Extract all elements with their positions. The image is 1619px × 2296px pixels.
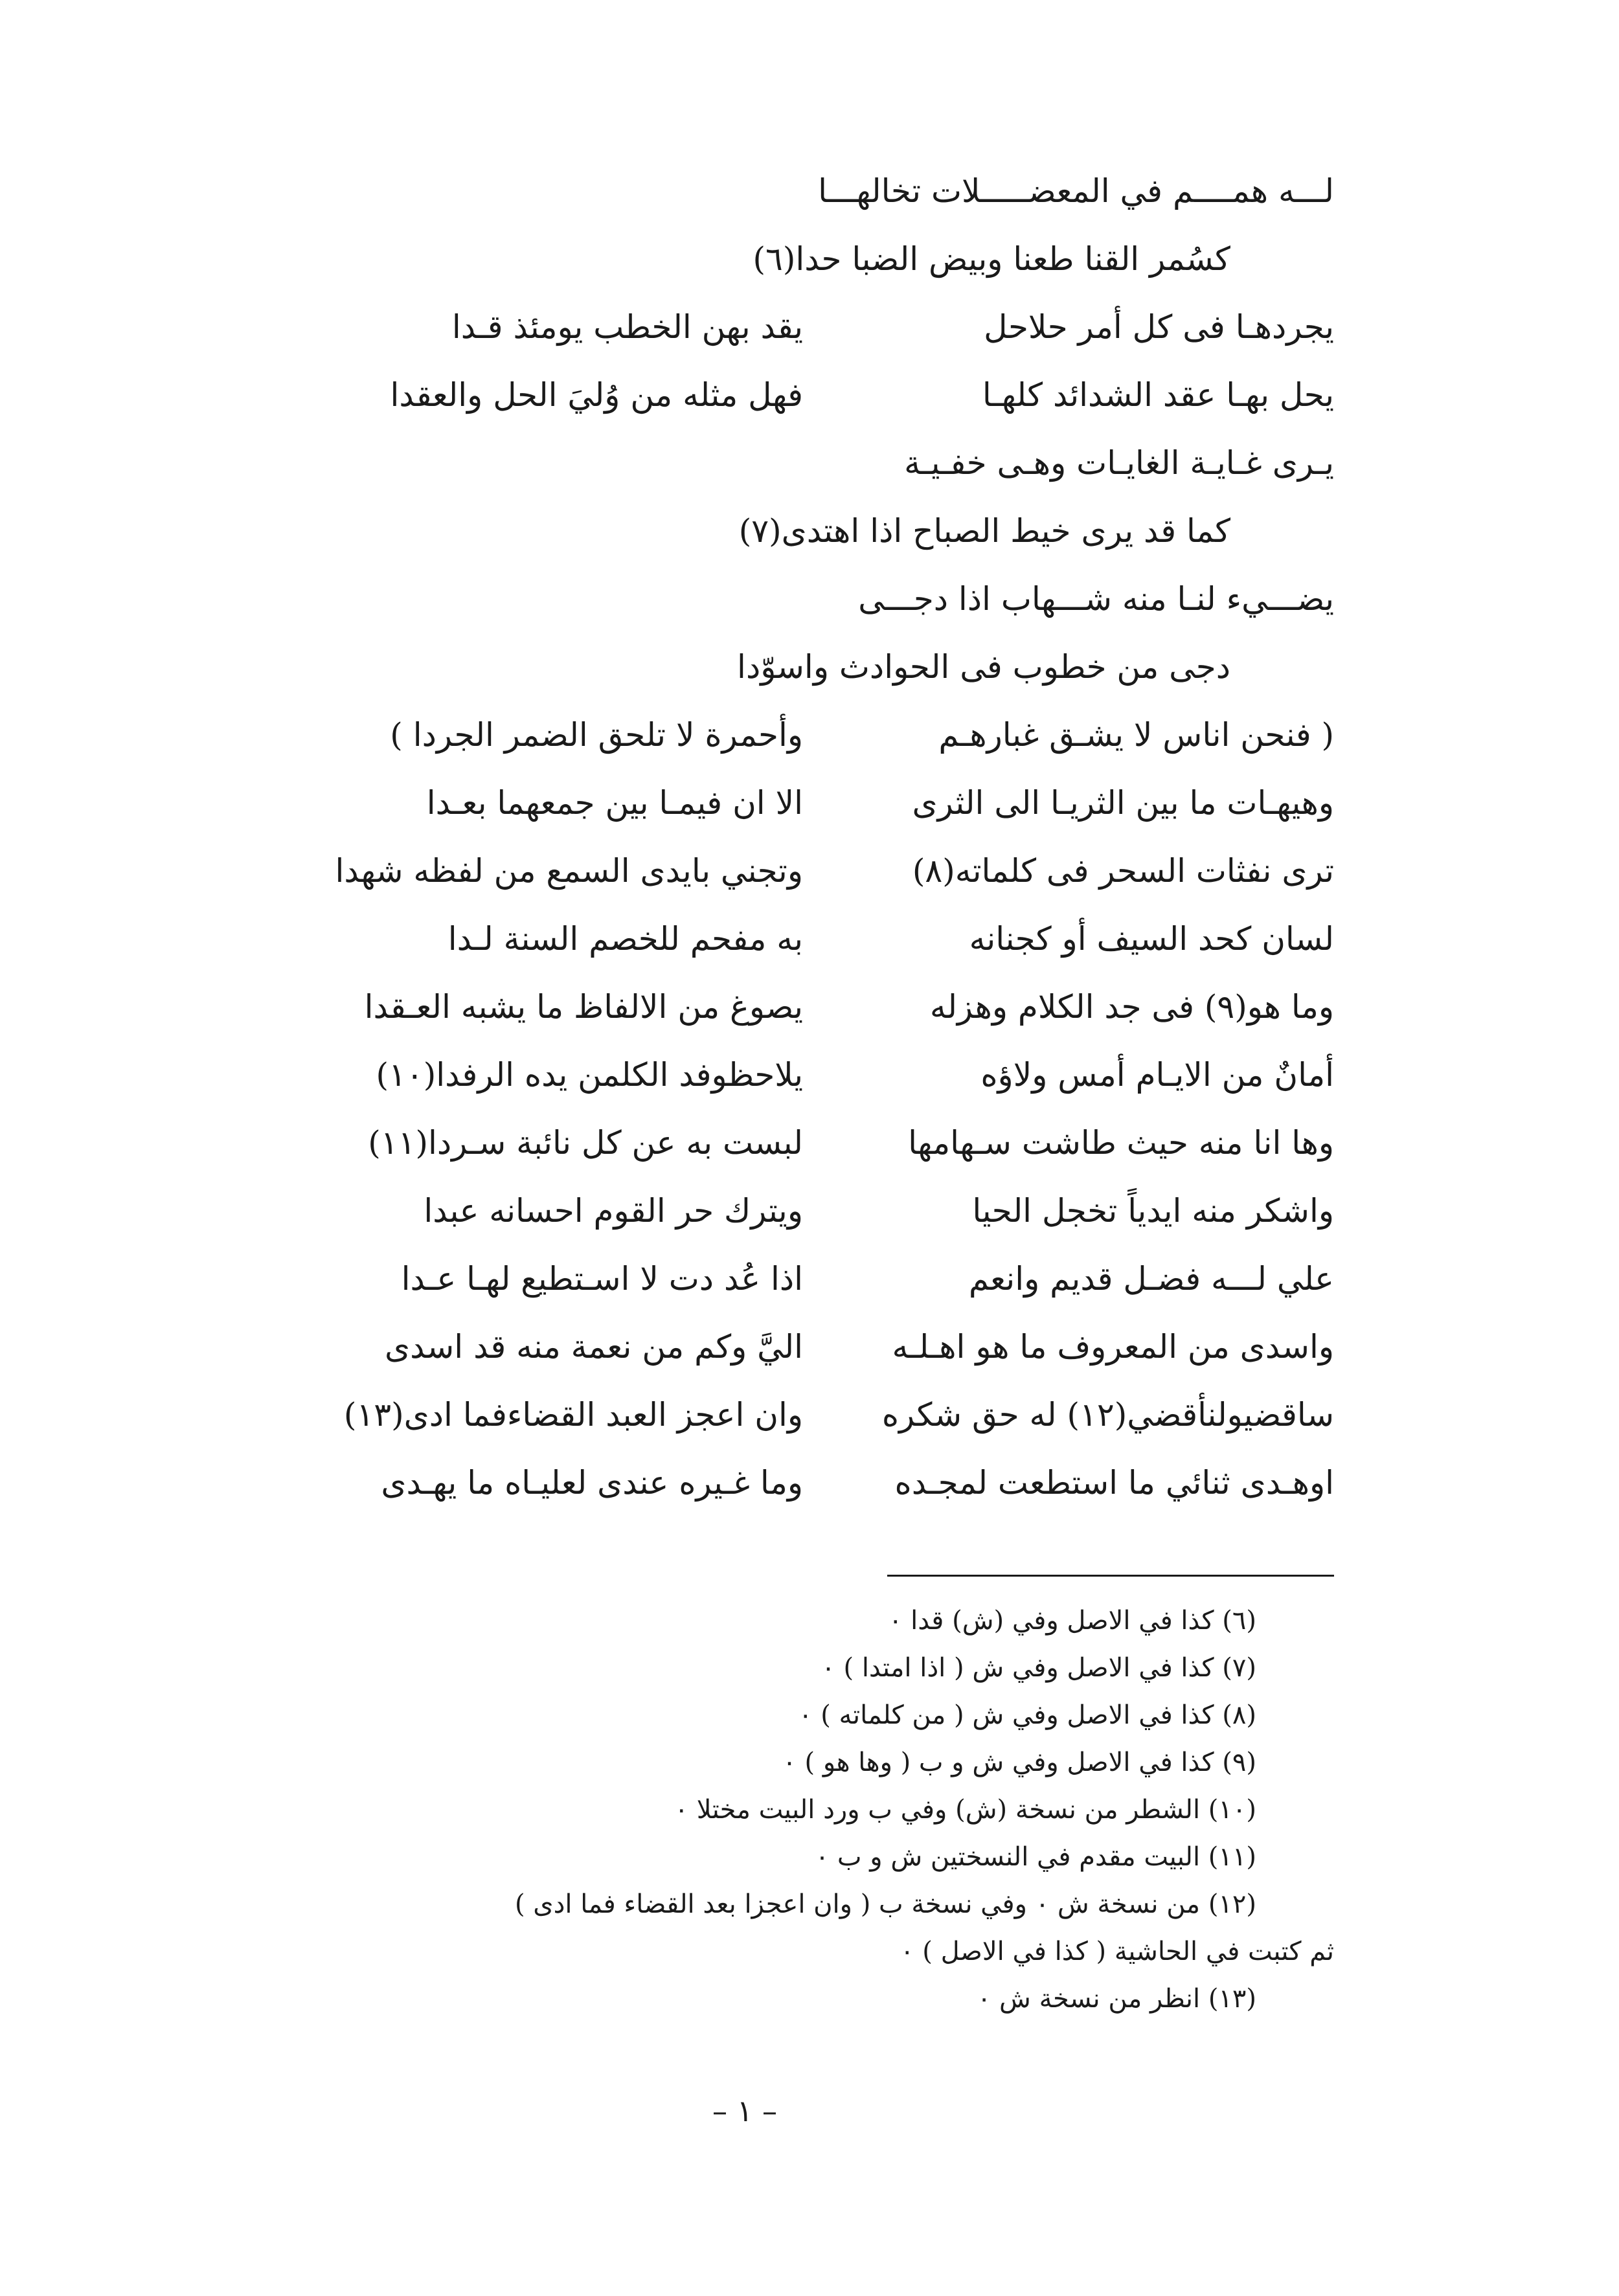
footnote-divider	[887, 1575, 1334, 1577]
footnote-continuation: ثم كتبت في الحاشية ( كذا في الاصل ) ٠	[900, 1937, 1334, 1966]
second-hemistich: به مفحم للخصم السنة لـدا	[447, 920, 803, 958]
footnote: (١٠) الشطر من نسخة (ش) وفي ب ورد البيت مختلا ٠	[674, 1795, 1256, 1825]
verse-line: كما قد يرى خيط الصباح اذا اهتدى(٧)	[738, 512, 1230, 550]
second-hemistich: يصوغ من الالفاظ ما يشبه العـقدا	[364, 988, 803, 1026]
footnote: (٨) كذا في الاصل وفي ش ( من كلماته ) ٠	[798, 1700, 1256, 1730]
first-hemistich: أمانٌ من الايـام أمس ولاؤه	[980, 1056, 1334, 1094]
second-hemistich: يلاحظوفد الكلمن يده الرفدا(١٠)	[376, 1056, 803, 1094]
second-hemistich: لبست به عن كل نائبة سـردا(١١)	[368, 1124, 803, 1162]
first-hemistich: اوهـدى ثنائي ما استطعت لمجـده	[894, 1464, 1334, 1502]
footnote: (٧) كذا في الاصل وفي ش ( اذا امتدا ) ٠	[821, 1653, 1256, 1683]
first-hemistich: وهيهـات ما بين الثريـا الى الثرى	[912, 784, 1334, 822]
verse-line: لـــه همــــم في المعضـــــلات تخالهـــا	[818, 172, 1334, 210]
verse-line: دجى من خطوب فى الحوادث واسوّدا	[737, 648, 1230, 686]
footnote: (٩) كذا في الاصل وفي ش و ب ( وها هو ) ٠	[782, 1748, 1256, 1777]
second-hemistich: وتجني بايدى السمع من لفظه شهدا	[335, 852, 803, 890]
first-hemistich: واسدى من المعروف ما هو اهـلـه	[892, 1328, 1334, 1366]
second-hemistich: ويترك حر القوم احسانه عبدا	[424, 1192, 803, 1230]
second-hemistich: الا ان فيمـا بين جمعهما بعـدا	[426, 784, 803, 822]
verse-line: يضـــيء لنـا منه شـــهاب اذا دجـــى	[858, 580, 1334, 618]
first-hemistich: واشكر منه ايدياً تخجل الحيا	[972, 1192, 1334, 1230]
second-hemistich: وأحمرة لا تلحق الضمر الجردا )	[390, 716, 803, 754]
first-hemistich: يحل بهـا عقد الشدائد كلهـا	[982, 376, 1334, 414]
second-hemistich: وان اعجز العبد القضاءفما ادى(١٣)	[343, 1396, 803, 1434]
first-hemistich: ( فنحن اناس لا يشـق غبارهـم	[938, 716, 1334, 754]
first-hemistich: ساقضيولنأقضي(١٢) له حق شكره	[881, 1396, 1334, 1434]
footnote: (١٢) من نسخة ش ٠ وفي نسخة ب ( وان اعجزا بعد القضاء فما ادى )	[514, 1889, 1256, 1919]
verse-line: كسُمر القنا طعنا وبيض الضبا حدا(٦)	[753, 240, 1230, 278]
footnote: (١٣) انظر من نسخة ش ٠	[977, 1984, 1256, 2014]
verse-line: يـرى غـايـة الغايـات وهـى خفـيـة	[904, 444, 1334, 482]
footnote: (٦) كذا في الاصل وفي (ش) قدا ٠	[888, 1606, 1256, 1636]
second-hemistich: فهل مثله من وُليَ الحل والعقدا	[390, 376, 803, 414]
first-hemistich: علي لـــه فضـل قديم وانعم	[968, 1260, 1334, 1298]
page-number: – ١ –	[712, 2093, 777, 2128]
second-hemistich: وما غـيره عندى لعليـاه ما يهـدى	[381, 1464, 803, 1502]
footnote: (١١) البيت مقدم في النسختين ش و ب ٠	[815, 1842, 1256, 1872]
second-hemistich: اليَّ وكم من نعمة منه قد اسدى	[385, 1328, 803, 1366]
first-hemistich: وما هو(٩) فى جد الكلام وهزله	[929, 988, 1334, 1026]
first-hemistich: ترى نفثات السحر فى كلماته(٨)	[912, 852, 1334, 890]
second-hemistich: يقد بهن الخطب يومئذ قـدا	[451, 308, 803, 346]
first-hemistich: لسان كحد السيف أو كجنانه	[969, 920, 1334, 958]
second-hemistich: اذا عُد دت لا اسـتطيع لهـا عـدا	[401, 1260, 803, 1298]
first-hemistich: وها انا منه حيث طاشت سـهامها	[908, 1124, 1334, 1162]
first-hemistich: يجردهـا فى كل أمر حلاحل	[984, 308, 1334, 346]
